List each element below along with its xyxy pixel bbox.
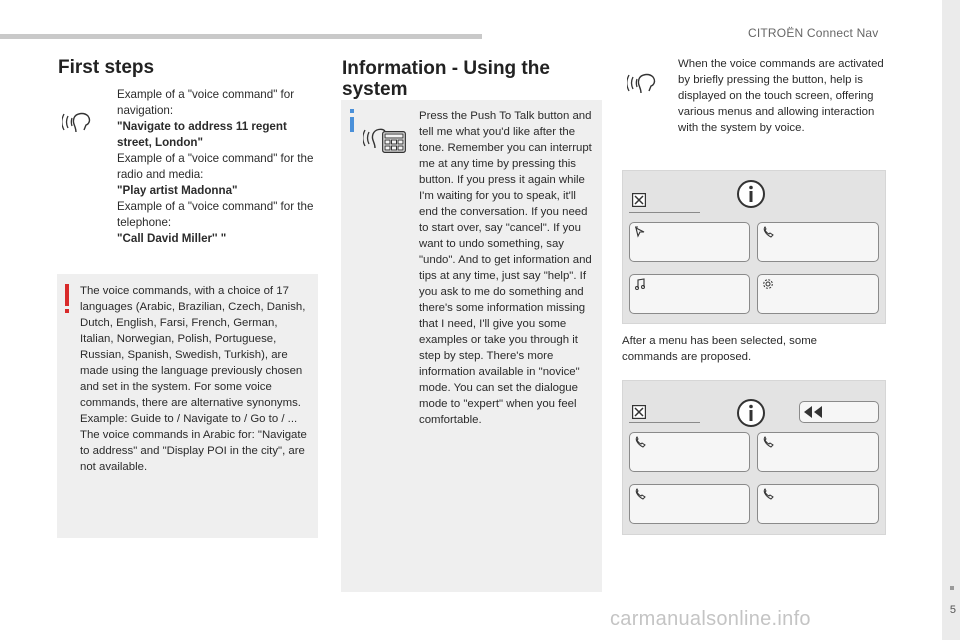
info-marker-icon xyxy=(350,117,354,132)
back-icon xyxy=(802,405,824,419)
menu-text: After a menu has been selected, some commands are proposed. xyxy=(622,335,818,363)
info-marker-dot xyxy=(350,109,354,113)
phone-icon xyxy=(634,488,646,500)
brand-header: CITROËN Connect Nav xyxy=(748,26,879,40)
navigation-menu-button[interactable] xyxy=(629,222,750,262)
example-label: Example of a "voice command" for the radio and media: xyxy=(117,152,314,181)
phone-icon xyxy=(762,488,774,500)
command-button[interactable] xyxy=(629,484,750,524)
page-marker xyxy=(950,586,954,590)
warning-example: Example: Guide to / Navigate to / Go to / ... xyxy=(80,413,298,425)
example-label: Example of a "voice command" for the telephone: xyxy=(117,200,314,229)
close-icon xyxy=(632,405,646,424)
phone-icon xyxy=(634,436,646,448)
command-button[interactable] xyxy=(757,484,879,524)
phone-icon xyxy=(762,226,774,238)
warning-arabic: The voice commands in Arabic for: "Navigate to address" and "Display POI in the city", are not available. xyxy=(80,429,307,473)
phone-menu-button[interactable] xyxy=(757,222,879,262)
example-command: "Call David Miller'' " xyxy=(117,232,227,245)
example-command: "Play artist Madonna" xyxy=(117,184,238,197)
command-button[interactable] xyxy=(757,432,879,472)
example-label: Example of a "voice command" for navigation: xyxy=(117,88,295,117)
top-divider xyxy=(0,34,482,39)
keypad-icon xyxy=(382,131,406,158)
media-menu-button[interactable] xyxy=(629,274,750,314)
help-screen xyxy=(622,170,886,324)
music-note-icon xyxy=(634,278,646,290)
info-icon[interactable] xyxy=(736,398,766,433)
warning-text: The voice commands, with a choice of 17 languages (Arabic, Brazilian, Czech, Danish, Dutch, English, Farsi, French, German, Italian, Norwegian, Polish, Portuguese, Russian, Spanish, Swedish, Turkish), are made using the language previously chosen and set in the system. For some voice commands, there are alternative synonyms. xyxy=(80,285,306,409)
phone-icon xyxy=(762,436,774,448)
first-steps-examples xyxy=(117,87,317,247)
help-text: When the voice commands are activated by briefly pressing the button, help is displayed on the touch screen, offering various menus and allowing interaction with the system by voice. xyxy=(678,58,884,134)
page-edge-strip xyxy=(942,0,960,640)
example-command: "Navigate to address 11 regent street, London" xyxy=(117,120,287,149)
voice-command-icon xyxy=(62,108,102,134)
commands-screen xyxy=(622,380,886,535)
info-icon[interactable] xyxy=(736,179,766,214)
settings-gear-icon xyxy=(762,278,774,290)
navigation-arrow-icon xyxy=(634,226,646,238)
voice-command-icon xyxy=(627,67,667,95)
first-steps-title: First steps xyxy=(58,57,155,78)
close-icon xyxy=(632,193,646,212)
warning-exclamation-dot xyxy=(65,309,69,313)
settings-menu-button[interactable] xyxy=(757,274,879,314)
watermark: carmanualsonline.info xyxy=(610,608,811,630)
information-title: Information - Using the system xyxy=(342,58,550,100)
command-button[interactable] xyxy=(629,432,750,472)
warning-exclamation-icon xyxy=(65,284,69,306)
page-number: 5 xyxy=(949,604,956,616)
back-button[interactable] xyxy=(799,401,879,423)
information-text: Press the Push To Talk button and tell me what you'd like after the tone. Remember you can interrupt me at any time by pressing this button. If you press it again while I'm waiting for you to speak, it'll end the conversation. If you need to start over, say "cancel". If you want to undo something, say "undo". And to get information and tips at any time, just say "help". If you ask to me do something and there's some information missing that I need, I'll give you some examples or take you through it step by step. There's more information available in "novice" mode. You can set the dialogue mode to "expert" when you feel comfortable. xyxy=(419,110,592,426)
warning-text-block xyxy=(80,283,312,475)
